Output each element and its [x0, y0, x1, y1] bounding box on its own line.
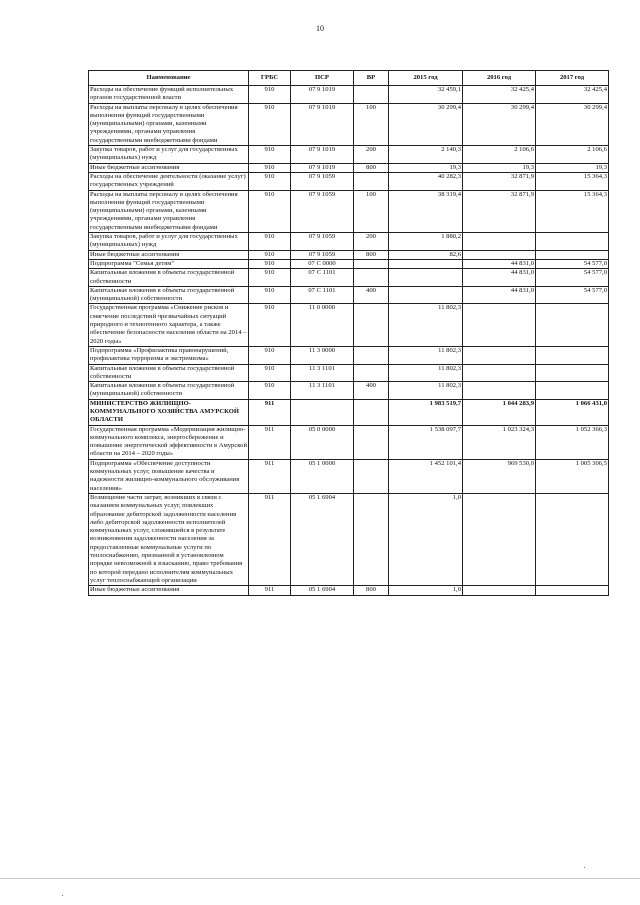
- cell-grbs: 910: [249, 190, 291, 232]
- cell-2017: [536, 586, 609, 595]
- cell-name: Расходы на выплаты персоналу в целях обеспечения выполнения функций государственными (муниципальными) органами, казенными учреждениями, органами управления государственными внебюджетными фондами: [89, 103, 249, 145]
- scan-artifact-speck: [62, 895, 63, 896]
- cell-grbs: 910: [249, 86, 291, 104]
- cell-grbs: 910: [249, 233, 291, 251]
- cell-2017: 1 066 431,0: [536, 399, 609, 425]
- page-number: 10: [316, 24, 324, 33]
- cell-vr: 100: [354, 190, 389, 232]
- cell-2015: 1 880,2: [389, 233, 463, 251]
- cell-name: Расходы на обеспечение деятельности (оказание услуг) государственных учреждений: [89, 172, 249, 190]
- cell-2015: 32 459,1: [389, 86, 463, 104]
- cell-2017: [536, 493, 609, 585]
- cell-2016: [463, 233, 536, 251]
- table-row: [89, 259, 609, 268]
- cell-2017: [536, 364, 609, 382]
- column-header-psr: ПСР: [291, 71, 354, 86]
- cell-vr: [354, 269, 389, 287]
- table-row: [89, 286, 609, 304]
- cell-grbs: 910: [249, 364, 291, 382]
- cell-2015: [389, 286, 463, 304]
- table-header-row: [89, 71, 609, 86]
- cell-2015: 1,0: [389, 586, 463, 595]
- cell-psr: 07 9 1059: [291, 172, 354, 190]
- cell-2016: [463, 586, 536, 595]
- cell-2017: 54 577,0: [536, 259, 609, 268]
- table-row: [89, 269, 609, 287]
- cell-vr: 400: [354, 286, 389, 304]
- column-header-vr: ВР: [354, 71, 389, 86]
- cell-2015: [389, 259, 463, 268]
- cell-2015: 1 538 097,7: [389, 425, 463, 459]
- budget-table: [88, 70, 609, 596]
- cell-grbs: 910: [249, 250, 291, 259]
- cell-2016: 44 831,0: [463, 269, 536, 287]
- cell-2017: [536, 250, 609, 259]
- cell-2016: 32 871,9: [463, 190, 536, 232]
- cell-2016: 1 044 283,9: [463, 399, 536, 425]
- cell-2017: 1 052 366,3: [536, 425, 609, 459]
- cell-vr: [354, 459, 389, 493]
- cell-name: Закупка товаров, работ и услуг для государственных (муниципальных) нужд: [89, 146, 249, 164]
- table-row: [89, 172, 609, 190]
- cell-vr: 400: [354, 382, 389, 400]
- cell-grbs: 910: [249, 286, 291, 304]
- cell-vr: [354, 346, 389, 364]
- table-row: [89, 190, 609, 232]
- cell-name: Иные бюджетные ассигнования: [89, 163, 249, 172]
- cell-2015: 1,0: [389, 493, 463, 585]
- cell-2015: 2 140,3: [389, 146, 463, 164]
- table-row: [89, 163, 609, 172]
- cell-2017: [536, 382, 609, 400]
- cell-vr: 800: [354, 250, 389, 259]
- cell-2017: [536, 346, 609, 364]
- cell-psr: 05 0 0000: [291, 425, 354, 459]
- cell-psr: 07 С 1101: [291, 269, 354, 287]
- cell-vr: [354, 399, 389, 425]
- cell-2016: [463, 346, 536, 364]
- table-row: [89, 146, 609, 164]
- cell-psr: 07 9 1019: [291, 163, 354, 172]
- cell-vr: 200: [354, 233, 389, 251]
- cell-name: Капитальные вложения в объекты государственной (муниципальной) собственности: [89, 382, 249, 400]
- cell-2016: [463, 250, 536, 259]
- cell-2015: 11 802,3: [389, 364, 463, 382]
- cell-2017: 15 364,3: [536, 190, 609, 232]
- cell-psr: 05 1 6904: [291, 586, 354, 595]
- table-row: [89, 382, 609, 400]
- cell-psr: [291, 399, 354, 425]
- table-row: [89, 346, 609, 364]
- cell-grbs: 911: [249, 586, 291, 595]
- cell-name: Государственная программа «Снижение рисков и смягчение последствий чрезвычайных ситуаций природного и техногенного характера, а также обеспечение безопасности населения области на 2014 – 2020 годы»: [90, 304, 247, 345]
- cell-psr: 11 3 1101: [291, 364, 354, 382]
- cell-name: Подпрограмма «Профилактика правонарушений, профилактика терроризма и экстремизма»: [89, 346, 249, 364]
- table-row: [89, 86, 609, 104]
- cell-name: Капитальные вложения в объекты государственной (муниципальной) собственности: [89, 286, 249, 304]
- cell-vr: [354, 493, 389, 585]
- cell-psr: 05 1 0000: [291, 459, 354, 493]
- table-row: [89, 103, 609, 145]
- cell-vr: 800: [354, 163, 389, 172]
- cell-2017: [536, 233, 609, 251]
- cell-psr: 11 0 0000: [291, 304, 354, 346]
- cell-psr: 07 С 0000: [291, 259, 354, 268]
- cell-2015: 82,6: [389, 250, 463, 259]
- cell-2016: [463, 304, 536, 346]
- cell-grbs: 911: [249, 425, 291, 459]
- cell-grbs: 910: [249, 346, 291, 364]
- cell-psr: 07 9 1059: [291, 233, 354, 251]
- cell-psr: 11 3 0000: [291, 346, 354, 364]
- cell-2016: 19,3: [463, 163, 536, 172]
- cell-2016: 1 023 324,3: [463, 425, 536, 459]
- cell-name: Капитальные вложения в объекты государственной собственности: [89, 269, 249, 287]
- cell-vr: [354, 364, 389, 382]
- cell-grbs: 910: [249, 259, 291, 268]
- cell-2015: 1 452 101,4: [389, 459, 463, 493]
- cell-2017: 19,3: [536, 163, 609, 172]
- table-row: [89, 250, 609, 259]
- cell-psr: 07 9 1059: [291, 250, 354, 259]
- cell-2016: 969 530,0: [463, 459, 536, 493]
- cell-2015: 11 802,3: [389, 304, 463, 346]
- cell-2015: 40 282,3: [389, 172, 463, 190]
- cell-2017: 1 005 306,5: [536, 459, 609, 493]
- cell-grbs: 910: [249, 304, 291, 346]
- cell-2015: 19,3: [389, 163, 463, 172]
- cell-grbs: 910: [249, 172, 291, 190]
- table-row: [89, 304, 609, 346]
- cell-vr: [354, 425, 389, 459]
- cell-2016: 44 831,0: [463, 286, 536, 304]
- cell-2016: [463, 493, 536, 585]
- cell-vr: [354, 172, 389, 190]
- column-header-name: Наименование: [89, 71, 249, 86]
- cell-grbs: 911: [249, 459, 291, 493]
- cell-psr: 07 С 1101: [291, 286, 354, 304]
- cell-name: Возмещение части затрат, возникших в связи с оказанием коммунальных услуг, повлекших образование дебиторской задолженности населения либо дебиторской задолженности исполнителей коммунальных услуг, сложившейся в результате возникновения задолженности населения за предоставленные коммунальные услуги по теплоснабжению, признанной в установленном порядке невозможной к взысканию, право требования по которой передано исполнителям коммунальных услуг теплоснабжающей организации: [89, 493, 249, 585]
- column-header-2015: 2015 год: [389, 71, 463, 86]
- cell-vr: [354, 259, 389, 268]
- cell-2016: 32 425,4: [463, 86, 536, 104]
- table-row: [89, 364, 609, 382]
- cell-name: Подпрограмма "Семья детям": [89, 259, 249, 268]
- table-row: [89, 493, 609, 585]
- cell-name: Государственная программа «Модернизация жилищно-коммунального комплекса, энергосбережение и повышение энергетической эффективности в Амурской области на 2014 – 2020 годы»: [90, 425, 247, 458]
- cell-psr: 07 9 1019: [291, 86, 354, 104]
- cell-name: Иные бюджетные ассигнования: [89, 586, 249, 595]
- table-row: [89, 586, 609, 595]
- cell-2015: 11 802,3: [389, 382, 463, 400]
- column-header-grbs: ГРБС: [249, 71, 291, 86]
- cell-2016: 32 871,9: [463, 172, 536, 190]
- cell-name: Подпрограмма «Обеспечение доступности коммунальных услуг, повышение качества и надежности жилищно-коммунального обслуживания населения»: [89, 459, 249, 493]
- table-row: [89, 233, 609, 251]
- cell-2016: 2 106,6: [463, 146, 536, 164]
- cell-name: Иные бюджетные ассигнования: [89, 250, 249, 259]
- cell-grbs: 910: [249, 103, 291, 145]
- cell-psr: 07 9 1019: [291, 146, 354, 164]
- cell-name: МИНИСТЕРСТВО ЖИЛИЩНО-КОММУНАЛЬНОГО ХОЗЯЙСТВА АМУРСКОЙ ОБЛАСТИ: [89, 399, 249, 425]
- cell-grbs: 910: [249, 163, 291, 172]
- cell-2017: 54 577,0: [536, 286, 609, 304]
- cell-psr: 05 1 6904: [291, 493, 354, 585]
- cell-2015: 38 319,4: [389, 190, 463, 232]
- cell-vr: 800: [354, 586, 389, 595]
- cell-2016: [463, 382, 536, 400]
- cell-2015: [389, 269, 463, 287]
- cell-grbs: 911: [249, 399, 291, 425]
- cell-grbs: 910: [249, 146, 291, 164]
- cell-vr: [354, 304, 389, 346]
- cell-name: Капитальные вложения в объекты государственной собственности: [89, 364, 249, 382]
- cell-2017: 54 577,0: [536, 269, 609, 287]
- table-row: [89, 459, 609, 493]
- cell-2015: 1 983 519,7: [389, 399, 463, 425]
- table-row: [89, 399, 609, 425]
- cell-psr: 07 9 1019: [291, 103, 354, 145]
- cell-grbs: 911: [249, 493, 291, 585]
- cell-2017: 32 425,4: [536, 86, 609, 104]
- cell-2015: 30 299,4: [389, 103, 463, 145]
- cell-vr: 200: [354, 146, 389, 164]
- scan-artifact-line: [0, 878, 640, 879]
- column-header-2016: 2016 год: [463, 71, 536, 86]
- cell-psr: 11 3 1101: [291, 382, 354, 400]
- cell-psr: 07 9 1059: [291, 190, 354, 232]
- cell-grbs: 910: [249, 269, 291, 287]
- cell-2016: 44 831,0: [463, 259, 536, 268]
- cell-2017: 2 106,6: [536, 146, 609, 164]
- cell-grbs: 910: [249, 382, 291, 400]
- cell-name: Расходы на обеспечение функций исполнительных органов государственной власти: [89, 86, 249, 104]
- cell-2017: [536, 304, 609, 346]
- cell-name: Расходы на выплаты персоналу в целях обеспечения выполнения функций государственными (муниципальными) органами, казенными учреждениями, органами управления государственными внебюджетными фондами: [89, 190, 249, 232]
- cell-2016: 30 299,4: [463, 103, 536, 145]
- cell-vr: 100: [354, 103, 389, 145]
- cell-name: Закупка товаров, работ и услуг для государственных (муниципальных) нужд: [89, 233, 249, 251]
- cell-vr: [354, 86, 389, 104]
- cell-2017: 15 364,3: [536, 172, 609, 190]
- cell-2017: 30 299,4: [536, 103, 609, 145]
- table-row: [89, 425, 609, 459]
- cell-2016: [463, 364, 536, 382]
- column-header-2017: 2017 год: [536, 71, 609, 86]
- scan-artifact-speck: [584, 867, 585, 868]
- cell-2015: 11 802,3: [389, 346, 463, 364]
